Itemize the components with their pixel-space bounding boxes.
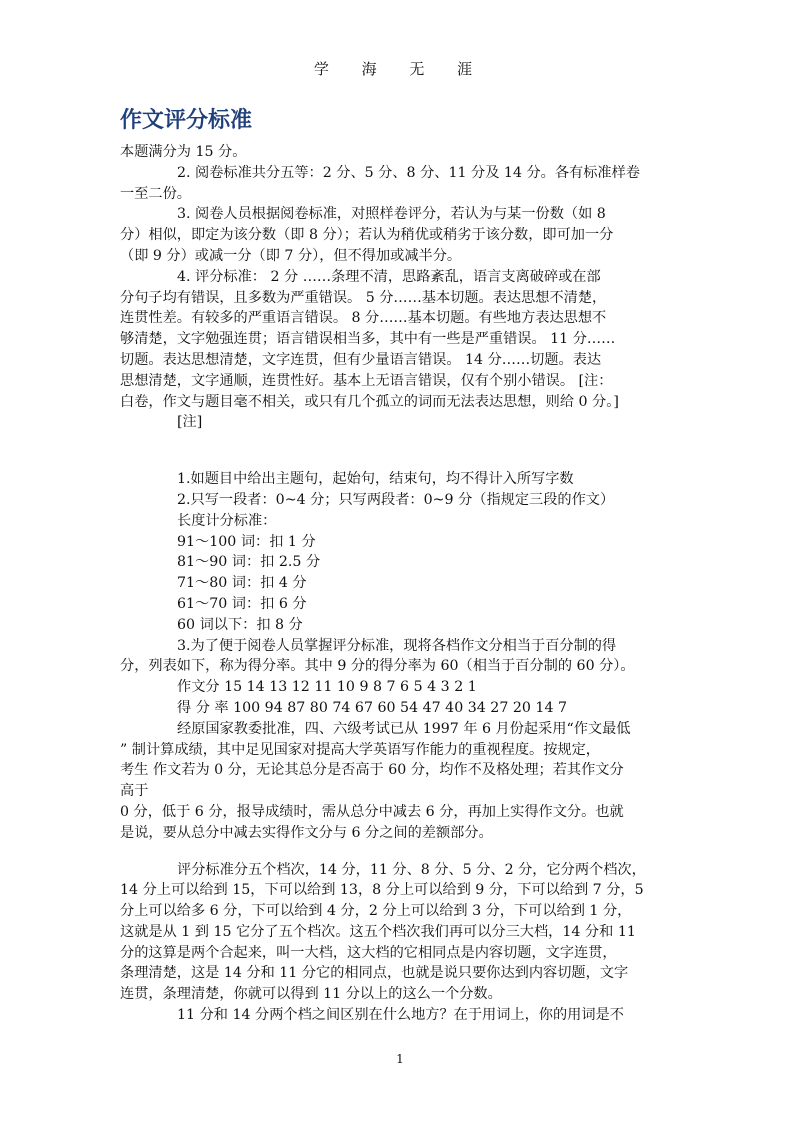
text-line: 2.只写一段者：0~4 分；只写两段者：0~9 分（指规定三段的作文） (177, 491, 615, 508)
page-number: 1 (396, 1052, 404, 1066)
document-body (120, 142, 685, 1026)
text-line: 思想清楚，文字通顺，连贯性好。基本上无语言错误，仅有个别小错误。 [注： (120, 372, 613, 389)
text-line: 91～100 词：扣 1 分 (177, 533, 316, 550)
page-header: 学 海 无 涯 (313, 60, 487, 78)
text-line: 1.如题目中给出主题句，起始句，结束句，均不得计入所写字数 (177, 471, 574, 488)
text-line: 一至二份。 (120, 185, 191, 202)
text-line: 11 分和 14 分两个档之间区别在什么地方？在于用词上，你的用词是不 (177, 1007, 624, 1024)
text-line: 白卷，作文与题目毫不相关，或只有几个孤立的词而无法表达思想，则给 0 分。] (120, 393, 619, 410)
text-line: 这就是从 1 到 15 它分了五个档次。这五个档次我们再可以分三大档，14 分和 11 (120, 923, 636, 940)
document-title: 作文评分标准 (120, 108, 253, 133)
score-table-row: 得 分 率 100 94 87 80 74 67 60 54 47 40 34 27 20 14 7 (177, 699, 568, 716)
text-line: 考生 作文若为 0 分，无论其总分是否高于 60 分，均作不及格处理；若其作文分 (120, 762, 624, 779)
text-line: 够清楚，文字勉强连贯；语言错误相当多，其中有一些是严重错误。 11 分…… (120, 331, 616, 348)
text-line: 分）相似，即定为该分数（即 8 分）；若认为稍优或稍劣于该分数，即可加一分 (120, 227, 614, 244)
text-line: 分句子均有错误，且多数为严重错误。 5 分……基本切题。表达思想不清楚， (120, 289, 607, 306)
text-line: 长度计分标准： (177, 512, 277, 529)
text-line: 连贯，条理清楚，你就可以得到 11 分以上的这么一个分数。 (120, 986, 502, 1003)
text-line: 71～80 词：扣 4 分 (177, 575, 307, 592)
text-line: 连贯性差。有较多的严重语言错误。 8 分……基本切题。有些地方表达思想不 (120, 310, 607, 327)
text-line: [注] (177, 414, 203, 431)
text-line: 3. 阅卷人员根据阅卷标准，对照样卷评分，若认为与某一份数（如 8 (177, 206, 606, 223)
text-line: 高于 (120, 783, 149, 800)
text-line: 分的这算是两个合起来，叫一大档，这大档的它相同点是内容切题，文字连贯， (120, 944, 617, 961)
text-line: 60 词以下：扣 8 分 (177, 616, 303, 633)
text-line: 评分标准分五个档次，14 分，11 分、8 分、5 分、2 分，它分两个档次， (177, 861, 646, 878)
score-table-row: 作文分 15 14 13 12 11 10 9 8 7 6 5 4 3 2 1 (177, 679, 477, 696)
text-line: 3.为了便于阅卷人员掌握评分标准，现将各档作文分相当于百分制的得 (177, 637, 617, 654)
text-line: 分上可以给多 6 分，下可以给到 4 分，2 分上可以给到 3 分，下可以给到 1 分， (120, 903, 632, 920)
text-line: 条理清楚，这是 14 分和 11 分它的相同点，也就是说只要你达到内容切题，文字 (120, 965, 629, 982)
text-line: 是说，要从总分中减去实得作文分与 6 分之间的差额部分。 (120, 824, 493, 841)
text-line: 经原国家教委批准，四、六级考试已从 1997 年 6 月份起采用“作文最低 (177, 720, 631, 737)
text-line: 61～70 词：扣 6 分 (177, 595, 307, 612)
text-line: 4. 评分标准： 2 分 ……条理不清，思路紊乱，语言支离破碎或在部 (177, 268, 601, 285)
text-line: 0 分，低于 6 分，报导成绩时，需从总分中减去 6 分，再加上实得作文分。也就 (120, 803, 624, 820)
text-line: 14 分上可以给到 15，下可以给到 13，8 分上可以给到 9 分，下可以给到 7 分，5 (120, 882, 644, 899)
text-line: ” 制计算成绩，其中足见国家对提高大学英语写作能力的重视程度。按规定， (120, 741, 600, 758)
text-line: 81～90 词：扣 2.5 分 (177, 554, 321, 571)
text-line: （即 9 分）或减一分（即 7 分），但不得加或减半分。 (120, 247, 462, 264)
text-line: 本题满分为 15 分。 (120, 144, 247, 160)
text-line: 分，列表如下，称为得分率。其中 9 分的得分率为 60（相当于百分制的 60 分）。 (120, 658, 635, 675)
text-line: 2. 阅卷标准共分五等：2 分、5 分、8 分、11 分及 14 分。各有标准样卷 (177, 164, 640, 181)
text-line: 切题。表达思想清楚，文字连贯，但有少量语言错误。 14 分……切题。表达 (120, 351, 602, 368)
